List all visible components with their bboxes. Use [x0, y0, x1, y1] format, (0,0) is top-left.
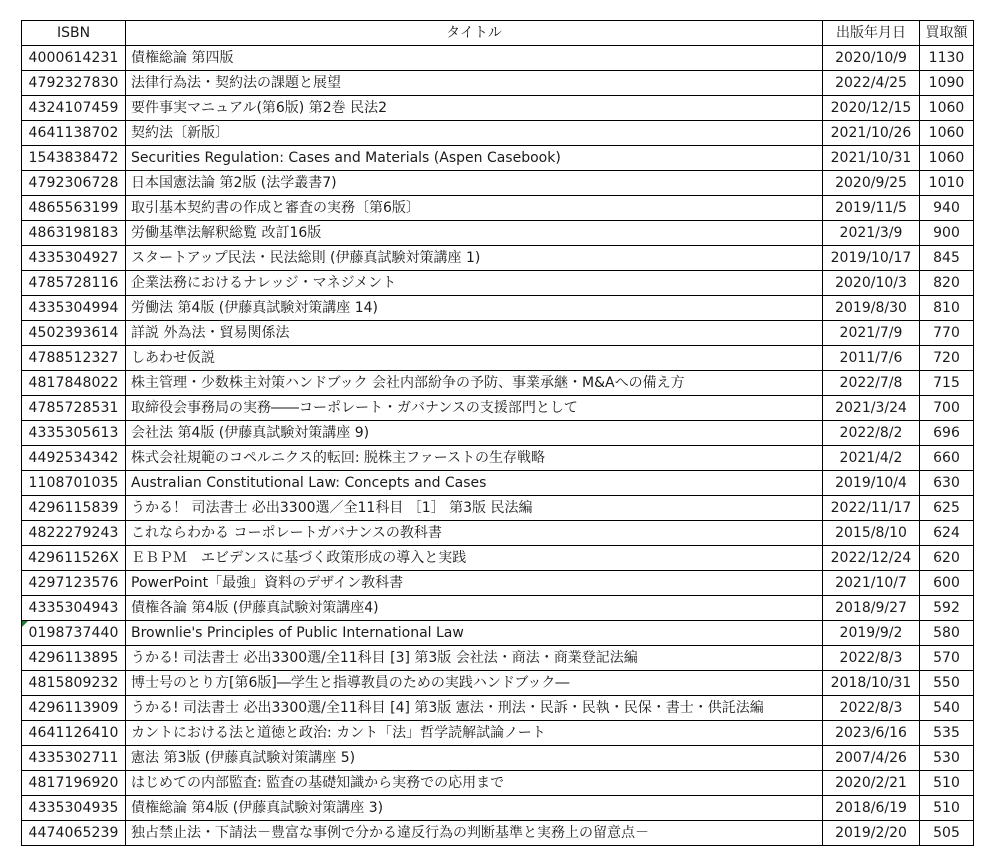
isbn-cell[interactable]: 4817196920 — [22, 771, 126, 796]
title-cell[interactable]: しあわせ仮説 — [126, 346, 823, 371]
price-cell[interactable]: 580 — [920, 621, 974, 646]
table-row — [22, 546, 974, 571]
isbn-cell[interactable]: 4335302711 — [22, 746, 126, 771]
title-cell[interactable]: 取引基本契約書の作成と審査の実務〔第6版〕 — [126, 196, 823, 221]
isbn-cell[interactable]: 0198737440 — [22, 621, 126, 646]
title-cell[interactable]: 労働法 第4版 (伊藤真試験対策講座 14) — [126, 296, 823, 321]
isbn-cell[interactable]: 4492534342 — [22, 446, 126, 471]
date-cell[interactable]: 2015/8/10 — [823, 521, 920, 546]
price-cell[interactable]: 1060 — [920, 121, 974, 146]
title-cell[interactable]: 法律行為法・契約法の課題と展望 — [126, 71, 823, 96]
table-row — [22, 246, 974, 271]
date-cell[interactable]: 2019/11/5 — [823, 196, 920, 221]
price-cell[interactable]: 770 — [920, 321, 974, 346]
isbn-cell[interactable]: 429611526X — [22, 546, 126, 571]
title-cell[interactable]: うかる! 司法書士 必出3300選/全11科目 [4] 第3版 憲法・刑法・民訴・民執・民保・書士・供託法編 — [126, 696, 823, 721]
isbn-cell[interactable]: 4296115839 — [22, 496, 126, 521]
table-row — [22, 221, 974, 246]
date-cell[interactable]: 2019/9/2 — [823, 621, 920, 646]
title-cell[interactable]: ＥＢＰＭ エビデンスに基づく政策形成の導入と実践 — [126, 546, 823, 571]
title-cell[interactable]: 詳説 外為法・貿易関係法 — [126, 321, 823, 346]
header-isbn[interactable]: ISBN — [22, 21, 126, 46]
isbn-cell[interactable]: 4297123576 — [22, 571, 126, 596]
isbn-cell[interactable]: 4817848022 — [22, 371, 126, 396]
date-cell[interactable]: 2018/9/27 — [823, 596, 920, 621]
title-cell[interactable]: これならわかる コーポレートガバナンスの教科書 — [126, 521, 823, 546]
date-cell[interactable]: 2020/2/21 — [823, 771, 920, 796]
price-cell[interactable]: 535 — [920, 721, 974, 746]
table-row — [22, 321, 974, 346]
isbn-cell[interactable]: 4792327830 — [22, 71, 126, 96]
date-cell[interactable]: 2007/4/26 — [823, 746, 920, 771]
date-cell[interactable]: 2019/8/30 — [823, 296, 920, 321]
title-cell[interactable]: 独占禁止法・下請法－豊富な事例で分かる違反行為の判断基準と実務上の留意点－ — [126, 821, 823, 846]
isbn-cell[interactable]: 4324107459 — [22, 96, 126, 121]
title-cell[interactable]: うかる! 司法書士 必出3300選/全11科目 [3] 第3版 会社法・商法・商業登記法編 — [126, 646, 823, 671]
price-cell[interactable]: 620 — [920, 546, 974, 571]
price-cell[interactable]: 625 — [920, 496, 974, 521]
price-cell[interactable]: 696 — [920, 421, 974, 446]
table-row — [22, 596, 974, 621]
header-title[interactable]: タイトル — [126, 21, 823, 46]
date-cell[interactable]: 2022/8/3 — [823, 646, 920, 671]
title-cell[interactable]: カントにおける法と道徳と政治: カント「法」哲学読解試論ノート — [126, 721, 823, 746]
title-cell[interactable]: 取締役会事務局の実務――コーポレート・ガバナンスの支援部門として — [126, 396, 823, 421]
price-cell[interactable]: 1060 — [920, 96, 974, 121]
title-cell[interactable]: 博士号のとり方[第6版]―学生と指導教員のための実践ハンドブック― — [126, 671, 823, 696]
isbn-cell[interactable]: 4335304935 — [22, 796, 126, 821]
price-cell[interactable]: 720 — [920, 346, 974, 371]
table-row — [22, 671, 974, 696]
price-cell[interactable]: 624 — [920, 521, 974, 546]
date-cell[interactable]: 2021/4/2 — [823, 446, 920, 471]
date-cell[interactable]: 2020/9/25 — [823, 171, 920, 196]
price-cell[interactable]: 592 — [920, 596, 974, 621]
table-row — [22, 371, 974, 396]
price-cell[interactable]: 660 — [920, 446, 974, 471]
book-price-sheet — [21, 20, 973, 846]
table-row — [22, 696, 974, 721]
date-cell[interactable]: 2019/10/4 — [823, 471, 920, 496]
title-cell[interactable]: 債権総論 第四版 — [126, 46, 823, 71]
table-row — [22, 521, 974, 546]
title-cell[interactable]: スタートアップ民法・民法総則 (伊藤真試験対策講座 1) — [126, 246, 823, 271]
price-cell[interactable]: 630 — [920, 471, 974, 496]
isbn-cell[interactable]: 4641126410 — [22, 721, 126, 746]
table-row — [22, 71, 974, 96]
date-cell[interactable]: 2020/10/9 — [823, 46, 920, 71]
price-cell[interactable]: 550 — [920, 671, 974, 696]
table-row — [22, 796, 974, 821]
isbn-cell[interactable]: 1543838472 — [22, 146, 126, 171]
price-cell[interactable]: 1130 — [920, 46, 974, 71]
table-row — [22, 496, 974, 521]
title-cell[interactable]: 要件事実マニュアル(第6版) 第2巻 民法2 — [126, 96, 823, 121]
table-row — [22, 771, 974, 796]
header-date[interactable]: 出版年月日 — [823, 21, 920, 46]
isbn-cell[interactable]: 4815809232 — [22, 671, 126, 696]
header-price[interactable]: 買取額 — [920, 21, 974, 46]
date-cell[interactable]: 2021/7/9 — [823, 321, 920, 346]
isbn-cell[interactable]: 4822279243 — [22, 521, 126, 546]
table-row — [22, 621, 974, 646]
title-cell[interactable]: 株式会社規範のコペルニクス的転回: 脱株主ファーストの生存戦略 — [126, 446, 823, 471]
title-cell[interactable]: うかる！ 司法書士 必出3300選／全11科目 ［1］ 第3版 民法編 — [126, 496, 823, 521]
date-cell[interactable]: 2022/12/24 — [823, 546, 920, 571]
date-cell[interactable]: 2019/2/20 — [823, 821, 920, 846]
table-row — [22, 421, 974, 446]
price-cell[interactable]: 1060 — [920, 146, 974, 171]
price-cell[interactable]: 900 — [920, 221, 974, 246]
title-cell[interactable]: 憲法 第3版 (伊藤真試験対策講座 5) — [126, 746, 823, 771]
table-row — [22, 121, 974, 146]
book-price-table — [21, 20, 974, 846]
date-cell[interactable]: 2021/3/24 — [823, 396, 920, 421]
date-cell[interactable]: 2018/6/19 — [823, 796, 920, 821]
title-cell[interactable]: 株主管理・少数株主対策ハンドブック 会社内部紛争の予防、事業承継・M&Aへの備え方 — [126, 371, 823, 396]
title-cell[interactable]: PowerPoint「最強」資料のデザイン教科書 — [126, 571, 823, 596]
table-row — [22, 471, 974, 496]
price-cell[interactable]: 940 — [920, 196, 974, 221]
table-body — [22, 46, 974, 846]
title-cell[interactable]: はじめての内部監査: 監査の基礎知識から実務での応用まで — [126, 771, 823, 796]
price-cell[interactable]: 600 — [920, 571, 974, 596]
isbn-cell[interactable]: 1108701035 — [22, 471, 126, 496]
table-row — [22, 171, 974, 196]
price-cell[interactable]: 715 — [920, 371, 974, 396]
isbn-cell[interactable]: 4335304943 — [22, 596, 126, 621]
date-cell[interactable]: 2018/10/31 — [823, 671, 920, 696]
header-row — [22, 21, 974, 46]
date-cell[interactable]: 2021/10/26 — [823, 121, 920, 146]
date-cell[interactable]: 2011/7/6 — [823, 346, 920, 371]
title-cell[interactable]: Brownlie's Principles of Public International Law — [126, 621, 823, 646]
table-row — [22, 296, 974, 321]
table-row — [22, 821, 974, 846]
table-row — [22, 646, 974, 671]
table-row — [22, 396, 974, 421]
date-cell[interactable]: 2022/4/25 — [823, 71, 920, 96]
table-row — [22, 96, 974, 121]
isbn-cell[interactable]: 4000614231 — [22, 46, 126, 71]
date-cell[interactable]: 2022/8/3 — [823, 696, 920, 721]
title-cell[interactable]: 会社法 第4版 (伊藤真試験対策講座 9) — [126, 421, 823, 446]
table-row — [22, 46, 974, 71]
date-cell[interactable]: 2022/8/2 — [823, 421, 920, 446]
isbn-cell[interactable]: 4335304927 — [22, 246, 126, 271]
title-cell[interactable]: 債権総論 第4版 (伊藤真試験対策講座 3) — [126, 796, 823, 821]
isbn-cell[interactable]: 4474065239 — [22, 821, 126, 846]
table-row — [22, 721, 974, 746]
date-cell[interactable]: 2023/6/16 — [823, 721, 920, 746]
table-row — [22, 196, 974, 221]
isbn-cell[interactable]: 4785728531 — [22, 396, 126, 421]
price-cell[interactable]: 510 — [920, 796, 974, 821]
isbn-cell[interactable]: 4296113895 — [22, 646, 126, 671]
table-row — [22, 146, 974, 171]
price-cell[interactable]: 540 — [920, 696, 974, 721]
isbn-cell[interactable]: 4502393614 — [22, 321, 126, 346]
isbn-cell[interactable]: 4785728116 — [22, 271, 126, 296]
isbn-cell[interactable]: 4788512327 — [22, 346, 126, 371]
isbn-cell[interactable]: 4865563199 — [22, 196, 126, 221]
title-cell[interactable]: 労働基準法解釈総覧 改訂16版 — [126, 221, 823, 246]
title-cell[interactable]: Securities Regulation: Cases and Materials (Aspen Casebook) — [126, 146, 823, 171]
title-cell[interactable]: 契約法〔新版〕 — [126, 121, 823, 146]
table-row — [22, 271, 974, 296]
isbn-cell[interactable]: 4641138702 — [22, 121, 126, 146]
title-cell[interactable]: 企業法務におけるナレッジ・マネジメント — [126, 271, 823, 296]
price-cell[interactable]: 845 — [920, 246, 974, 271]
date-cell[interactable]: 2020/10/3 — [823, 271, 920, 296]
date-cell[interactable]: 2020/12/15 — [823, 96, 920, 121]
table-row — [22, 446, 974, 471]
price-cell[interactable]: 1090 — [920, 71, 974, 96]
title-cell[interactable]: 債権各論 第4版 (伊藤真試験対策講座4) — [126, 596, 823, 621]
price-cell[interactable]: 505 — [920, 821, 974, 846]
date-cell[interactable]: 2022/11/17 — [823, 496, 920, 521]
isbn-cell[interactable]: 4335304994 — [22, 296, 126, 321]
isbn-cell[interactable]: 4296113909 — [22, 696, 126, 721]
date-cell[interactable]: 2019/10/17 — [823, 246, 920, 271]
table-row — [22, 346, 974, 371]
isbn-cell[interactable]: 4863198183 — [22, 221, 126, 246]
price-cell[interactable]: 530 — [920, 746, 974, 771]
table-row — [22, 571, 974, 596]
price-cell[interactable]: 510 — [920, 771, 974, 796]
date-cell[interactable]: 2022/7/8 — [823, 371, 920, 396]
isbn-cell[interactable]: 4792306728 — [22, 171, 126, 196]
date-cell[interactable]: 2021/10/7 — [823, 571, 920, 596]
title-cell[interactable]: Australian Constitutional Law: Concepts and Cases — [126, 471, 823, 496]
table-row — [22, 746, 974, 771]
isbn-cell[interactable]: 4335305613 — [22, 421, 126, 446]
price-cell[interactable]: 1010 — [920, 171, 974, 196]
date-cell[interactable]: 2021/3/9 — [823, 221, 920, 246]
price-cell[interactable]: 570 — [920, 646, 974, 671]
price-cell[interactable]: 700 — [920, 396, 974, 421]
price-cell[interactable]: 810 — [920, 296, 974, 321]
title-cell[interactable]: 日本国憲法論 第2版 (法学叢書7) — [126, 171, 823, 196]
date-cell[interactable]: 2021/10/31 — [823, 146, 920, 171]
price-cell[interactable]: 820 — [920, 271, 974, 296]
